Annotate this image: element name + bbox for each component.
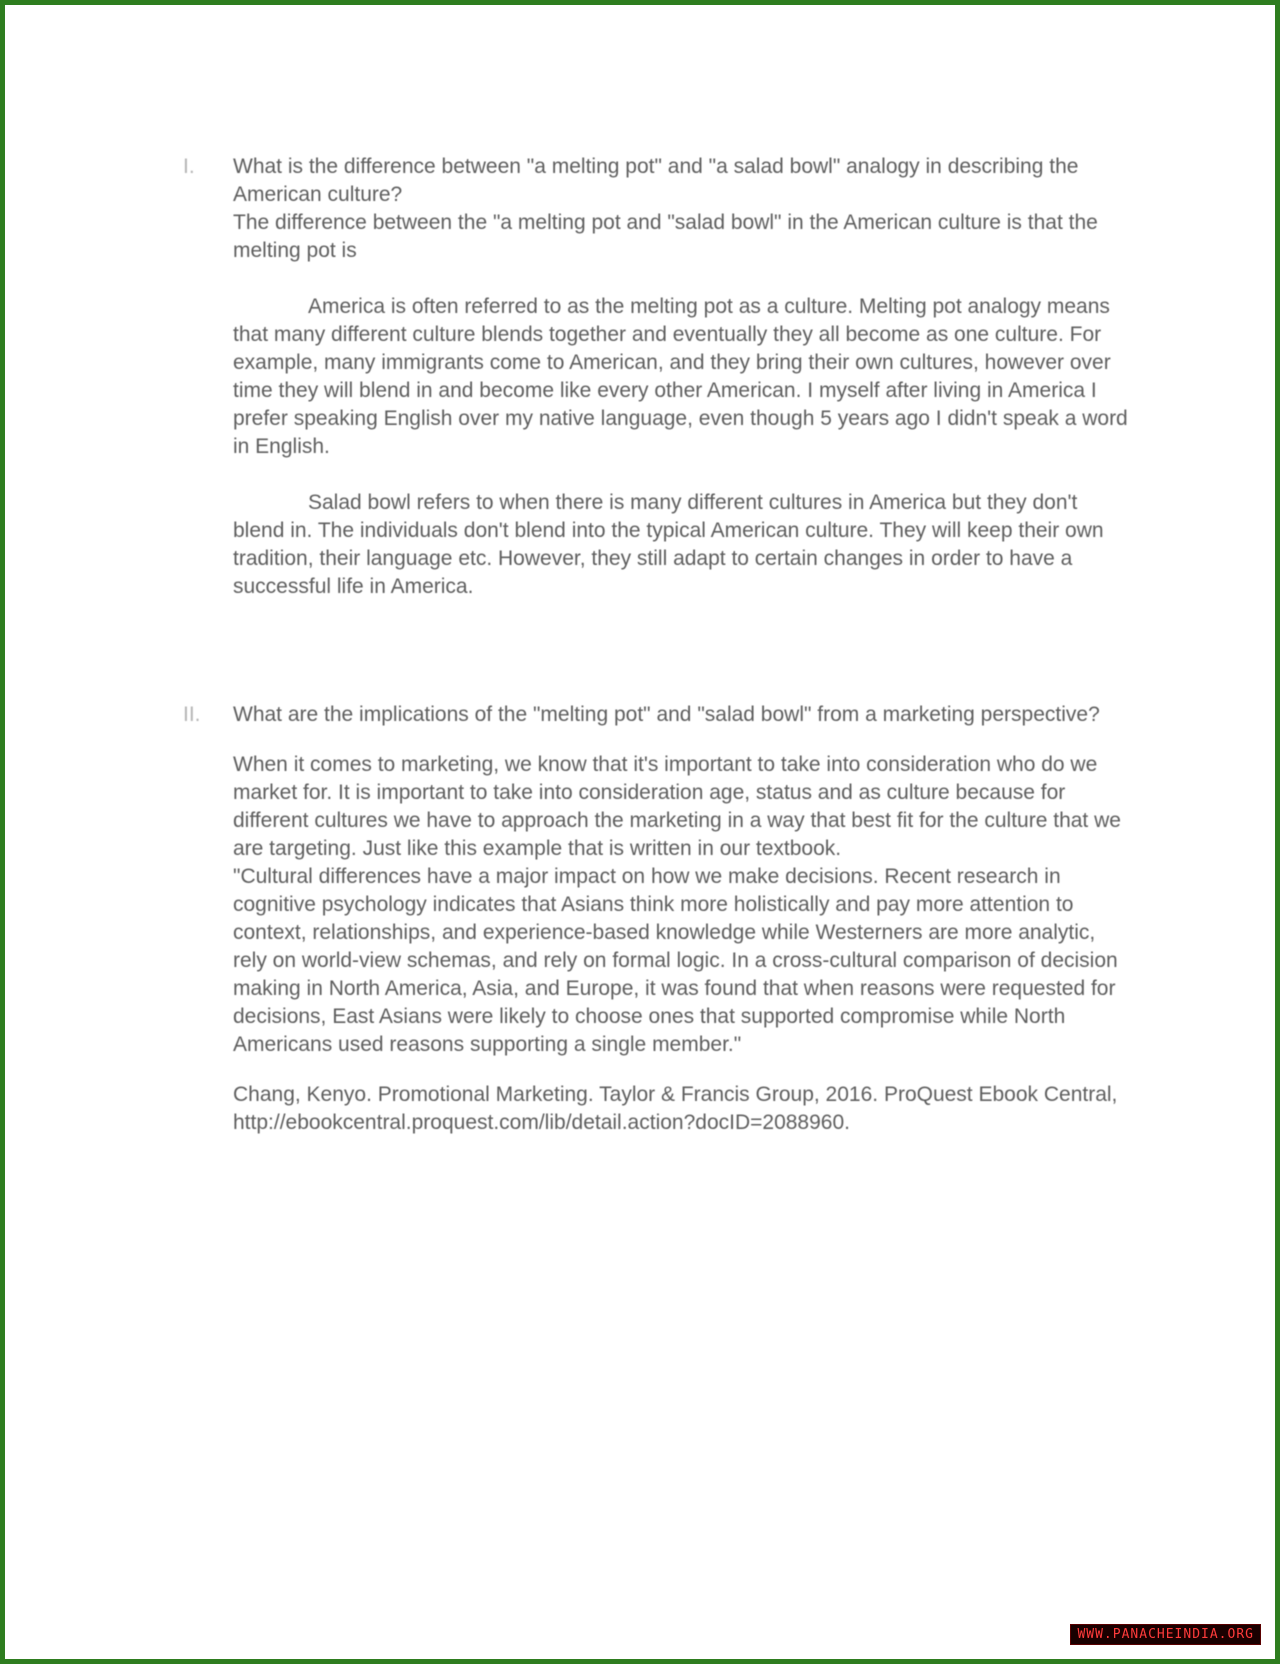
salad-bowl-paragraph: Salad bowl refers to when there is many different cultures in America but they don't blend in. The individuals don't blend into the typical American culture. They will keep their own tradition, their language etc. However, they still adapt to certain changes in order to have a successful life in America. — [233, 491, 1104, 598]
citation-paragraph: Chang, Kenyo. Promotional Marketing. Taylor & Francis Group, 2016. ProQuest Ebook Central, http://ebookcentral.proquest.com/lib/detail.action?docID=2088960. — [233, 1083, 1118, 1134]
question-1-number: I. — [183, 155, 195, 178]
textbook-quote-paragraph: "Cultural differences have a major impact on how we make decisions. Recent research in cognitive psychology indicates that Asians think more holistically and pay more attention to context, relationships, and experience-based knowledge while Westerners are more analytic, rely on world-view schemas, and rely on formal logic. In a cross-cultural comparison of decision making in North America, Asia, and Europe, it was found that when reasons were requested for decisions, East Asians were likely to choose ones that supported compromise while North Americans used reasons supporting a single member." — [233, 865, 1118, 1056]
question-1-answer-intro: The difference between the "a melting pot and "salad bowl" in the American culture is that the melting pot is — [233, 211, 1098, 262]
marketing-paragraph: When it comes to marketing, we know that it's important to take into consideration who do we market for. It is important to take into consideration age, status and as culture because for different cultures we have to approach the marketing in a way that best fit for the culture that we are targeting. Just like this example that is written in our textbook. — [233, 753, 1121, 860]
watermark-label: WWW.PANACHEINDIA.ORG — [1070, 1624, 1261, 1645]
question-2 — [183, 701, 1133, 729]
document-page — [183, 153, 1133, 1137]
question-1 — [183, 153, 1133, 265]
melting-pot-paragraph: America is often referred to as the melting pot as a culture. Melting pot analogy means that many different culture blends together and eventually they all become as one culture. For example, many immigrants come to American, and they bring their own cultures, however over time they will blend in and become like every other American. I myself after living in America I prefer speaking English over my native language, even though 5 years ago I didn't speak a word in English. — [233, 295, 1128, 458]
question-2-text: What are the implications of the "melting pot" and "salad bowl" from a marketing perspective? — [233, 703, 1100, 726]
answer-1-body — [183, 293, 1133, 601]
question-2-number: II. — [183, 703, 201, 726]
question-1-text: What is the difference between "a melting pot" and "a salad bowl" analogy in describing the American culture? — [233, 155, 1079, 206]
answer-2-body — [183, 751, 1133, 1137]
